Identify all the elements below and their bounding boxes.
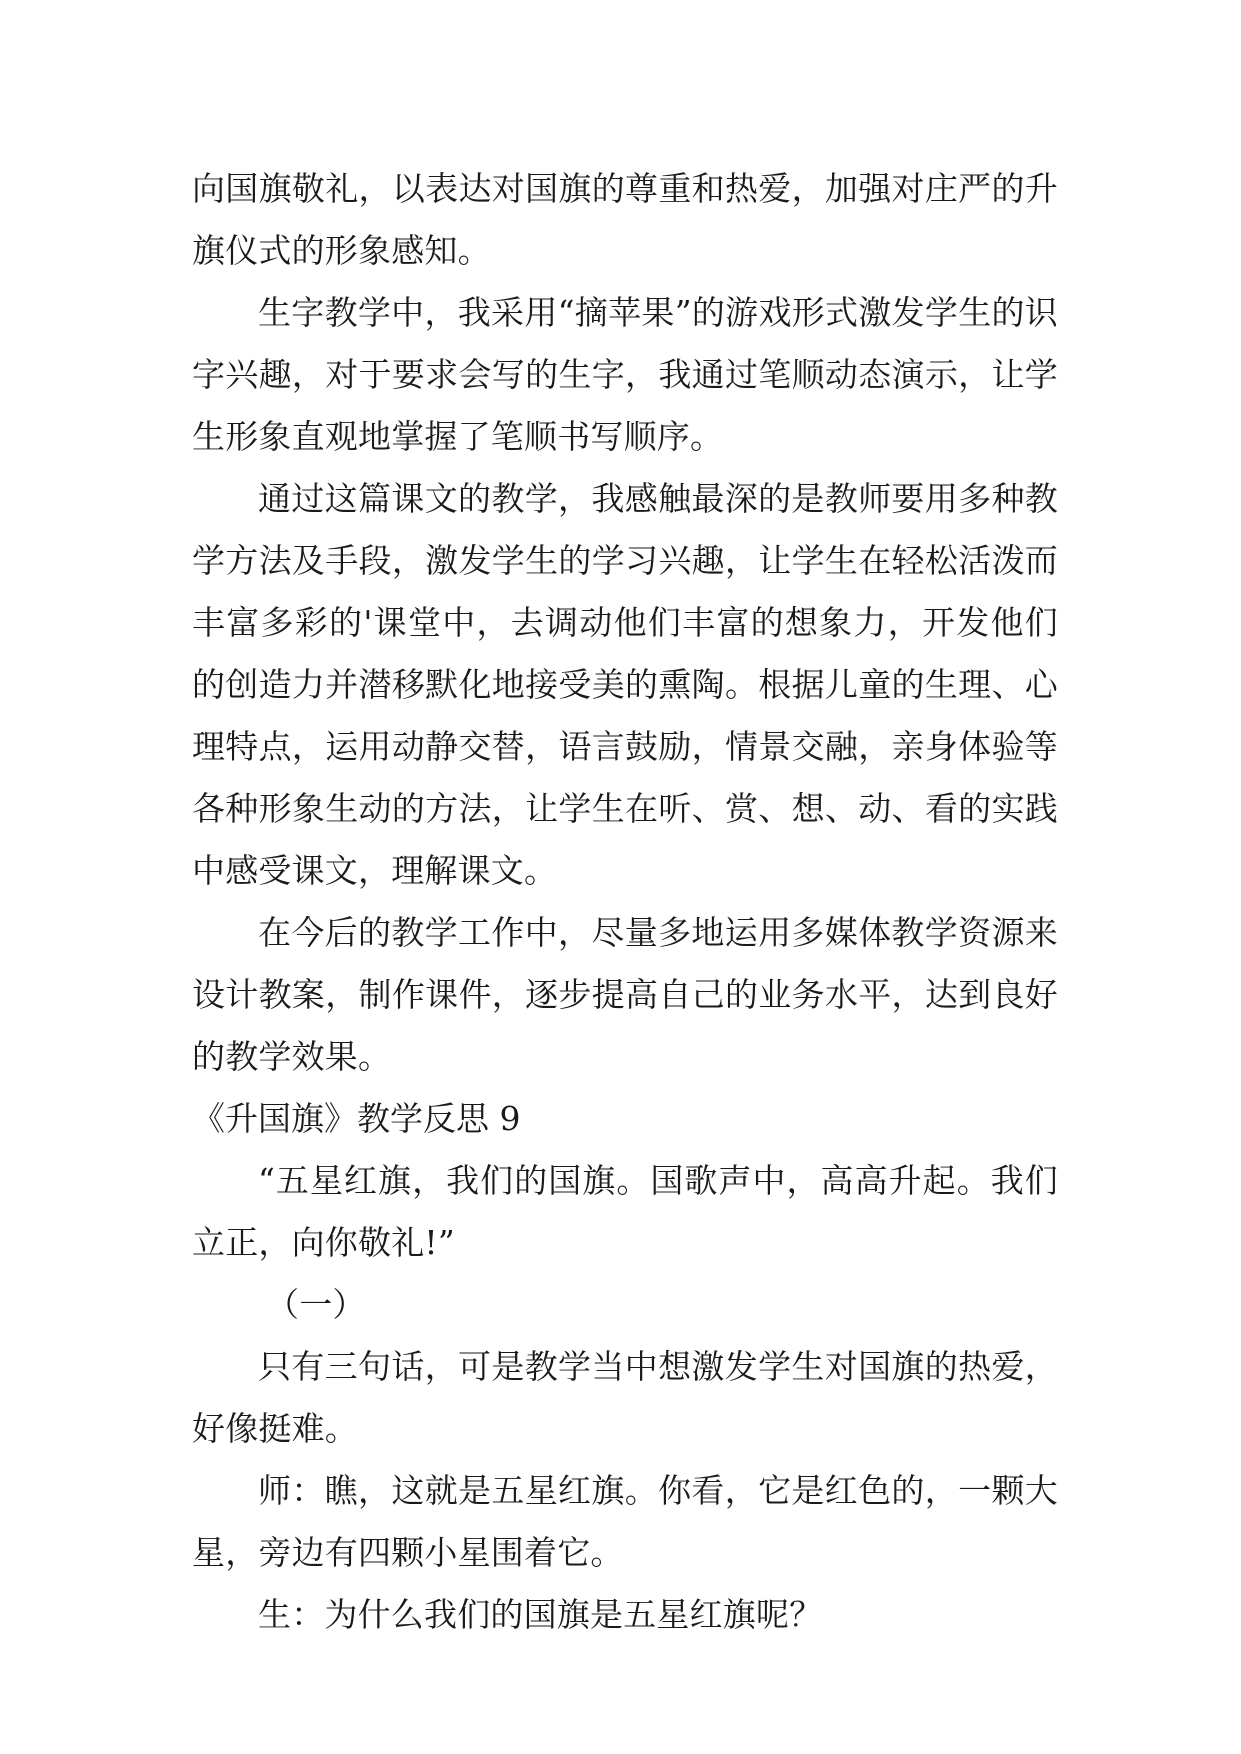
paragraph-continued: 向国旗敬礼，以表达对国旗的尊重和热爱，加强对庄严的升旗仪式的形象感知。 [192,169,1058,270]
paragraph-literacy-teaching: 生字教学中，我采用“摘苹果”的游戏形式激发学生的识字兴趣，对于要求会写的生字，我通过笔顺动态演示，让学生形象直观地掌握了笔顺书写顺序。 [192,293,1058,456]
part-marker: （一） [266,1285,366,1324]
paragraph-future-plan: 在今后的教学工作中，尽量多地运用多媒体教学资源来设计教案，制作课件，逐步提高自己的业务水平，达到良好的教学效果。 [192,913,1058,1076]
section-title: 《升国旗》教学反思 9 [192,1099,521,1138]
paragraph-teaching-reflection: 通过这篇课文的教学，我感触最深的是教师要用多种教学方法及手段，激发学生的学习兴趣，让学生在轻松活泼而丰富多彩的'课堂中，去调动他们丰富的想象力，开发他们的创造力并潜移默化地接受美的熏陶。根据儿童的生理、心理特点，运用动静交替，语言鼓励，情景交融，亲身体验等各种形象生动的方法，让学生在听、赏、想、动、看的实践中感受课文，理解课文。 [192,479,1058,890]
quote-paragraph: “五星红旗，我们的国旗。国歌声中，高高升起。我们立正，向你敬礼!” [192,1161,1058,1262]
paragraph-difficulty: 只有三句话，可是教学当中想激发学生对国旗的热爱，好像挺难。 [192,1347,1058,1448]
document-body [192,158,1058,1646]
paragraph-teacher-dialogue: 师：瞧，这就是五星红旗。你看，它是红色的，一颗大星，旁边有四颗小星围着它。 [192,1471,1058,1572]
paragraph-student-dialogue: 生：为什么我们的国旗是五星红旗呢？ [258,1595,823,1634]
